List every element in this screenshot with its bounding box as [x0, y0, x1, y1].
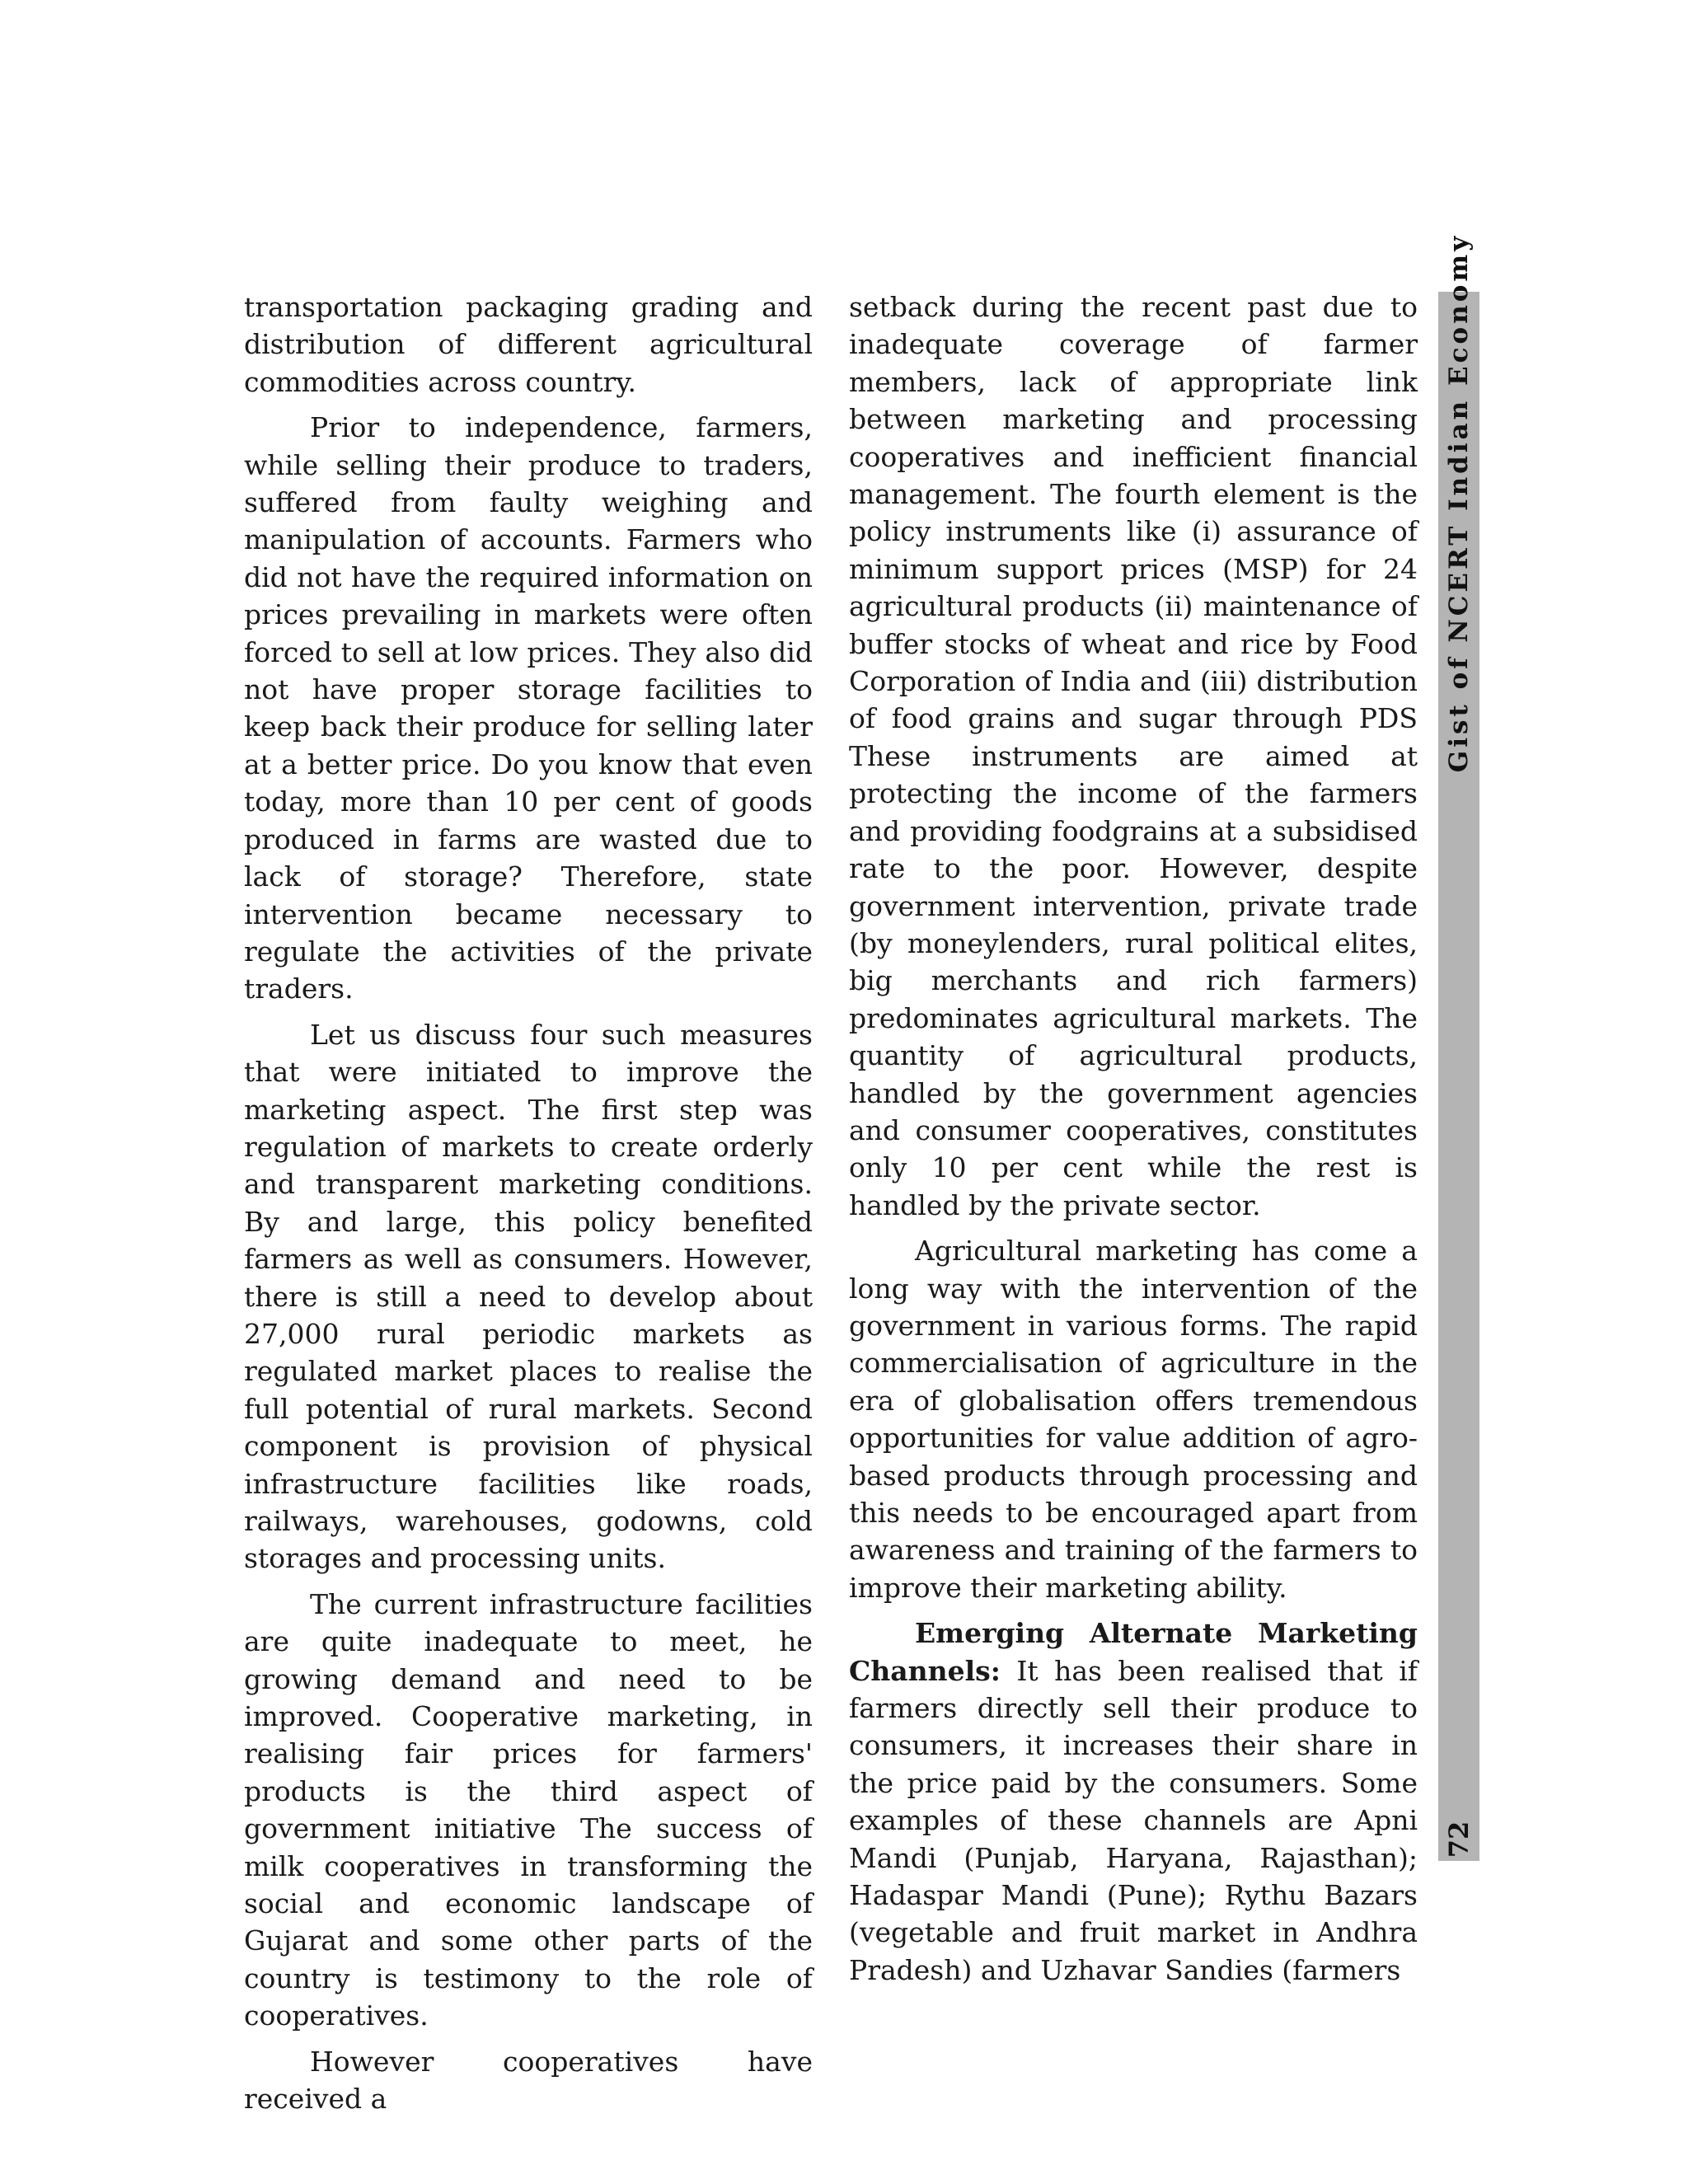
page-number: 72 [1443, 1821, 1475, 1858]
right-text-column [849, 288, 1418, 1989]
paragraph: Prior to independence, farmers, while selling their produce to traders, suffered from faulty weighing and manipulation of accounts. Farmers who did not have the required information on prices prevailing in markets were often forced to sell at low prices. They also did not have proper storage facilities to keep back their produce for selling later at a better price. Do you know that even today, more than 10 per cent of goods produced in farms are wasted due to lack of storage? Therefore, state intervention became necessary to regulate the activities of the private traders. [244, 411, 813, 1005]
paragraph-body: It has been realised that if farmers directly sell their produce to consumers, it increases their share in the price paid by the consumers. Some examples of these channels are Apni Mandi (Punjab, Haryana, Rajasthan); Hadaspar Mandi (Pune); Rythu Bazars (vegetable and fruit market in Andhra Pradesh) and Uzhavar Sandies (farmers [849, 1654, 1418, 1986]
paragraph: Let us discuss four such measures that were initiated to improve the marketing aspect. The first step was regulation of markets to create orderly and transparent marketing conditions. By and large, this policy benefited farmers as well as consumers. However, there is still a need to develop about 27,000 rural periodic markets as regulated market places to realise the full potential of rural markets. Second component is provision of physical infrastructure facilities like roads, railways, warehouses, godowns, cold storages and processing units. [244, 1018, 813, 1575]
section-heading: Emerging Alternate Marketing Channels: [849, 1617, 1418, 1687]
paragraph: transportation packaging grading and distribution of different agricultural commodities across country. [244, 291, 813, 398]
paragraph: The current infrastructure facilities are quite inadequate to meet, he growing demand and need to be improved. Cooperative marketing, in realising fair prices for farmers' products is the third aspect of government initiative The success of milk cooperatives in transforming the social and economic landscape of Gujarat and some other parts of the country is testimony to the role of cooperatives. [244, 1587, 813, 2032]
paragraph: However cooperatives have received a [244, 2045, 813, 2116]
running-title: Gist of NCERT Indian Economy [1444, 232, 1474, 773]
paragraph: setback during the recent past due to inadequate coverage of farmer members, lack of appropriate link between marketing and processing cooperatives and inefficient financial management. The fourth element is the policy instruments like (i) assurance of minimum support prices (MSP) for 24 agricultural products (ii) maintenance of buffer stocks of wheat and rice by Food Corporation of India and (iii) distribution of food grains and sugar through PDS These instruments are aimed at protecting the income of the farmers and providing foodgrains at a subsidised rate to the poor. However, despite government intervention, private trade (by moneylenders, rural political elites, big merchants and rich farmers) predominates agricultural markets. The quantity of agricultural products, handled by the government agencies and consumer cooperatives, constitutes only 10 per cent while the rest is handled by the private sector. [849, 291, 1418, 1221]
paragraph: Agricultural marketing has come a long way with the intervention of the government in various forms. The rapid commercialisation of agriculture in the era of globalisation offers tremendous opportunities for value addition of agro-based products through processing and this needs to be encouraged apart from awareness and training of the farmers to improve their marketing ability. [849, 1235, 1418, 1604]
paragraph [849, 1615, 1418, 1989]
left-text-column [244, 288, 813, 2118]
